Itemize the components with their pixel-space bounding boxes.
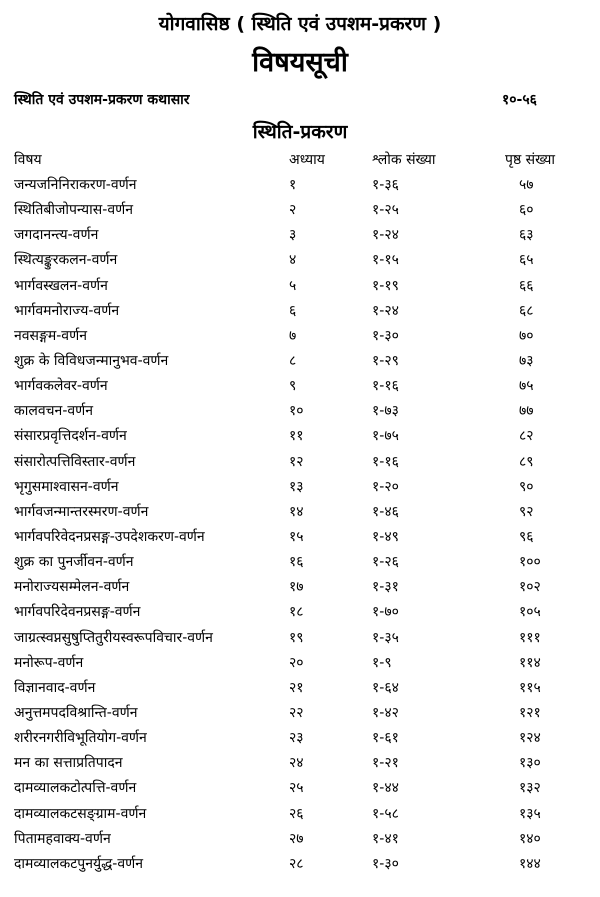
row-chapter: २ [289,202,297,219]
table-row [0,376,600,401]
row-page: ७० [519,327,534,344]
table-row [0,175,600,200]
row-shlokas: १-१६ [372,378,399,395]
row-page: ८२ [519,428,534,445]
table-row [0,778,600,803]
row-page: १११ [519,629,541,646]
row-chapter: १२ [289,453,304,470]
row-chapter: २६ [289,805,304,822]
table-row [0,452,600,477]
row-page: १४० [519,830,541,847]
row-page: १३० [519,755,541,772]
row-subject: भृगुसमाश्वासन-वर्णन [14,478,119,495]
table-row [0,477,600,502]
row-subject: संसारोत्पत्तिविस्तार-वर्णन [14,453,136,470]
row-shlokas: १-१९ [372,277,399,294]
row-shlokas: १-५८ [372,805,399,822]
row-chapter: २० [289,654,304,671]
row-subject: विज्ञानवाद-वर्णन [14,679,96,696]
row-subject: दामव्यालकटपुनर्युद्ध-वर्णन [14,855,144,872]
row-shlokas: १-२० [372,478,399,495]
row-subject: जगदानन्त्य-वर्णन [14,227,99,244]
table-row [0,401,600,426]
table-row [0,854,600,879]
row-subject: मनोराज्यसम्मेलन-वर्णन [14,579,130,596]
row-chapter: १८ [289,604,304,621]
row-page: ७५ [519,378,534,395]
row-shlokas: १-२४ [372,227,399,244]
row-shlokas: १-३० [372,327,399,344]
row-shlokas: १-१५ [372,252,399,269]
row-page: ६० [519,202,534,219]
table-row [0,552,600,577]
row-shlokas: १-१६ [372,453,399,470]
row-shlokas: १-४४ [372,780,399,797]
row-page: ११५ [519,679,541,696]
section-title: स्थिति-प्रकरण [252,121,348,143]
row-page: १२१ [519,704,541,721]
row-shlokas: १-३१ [372,579,399,596]
row-shlokas: १-७५ [372,428,399,445]
row-subject: संसारप्रवृत्तिदर्शन-वर्णन [14,428,127,445]
row-subject: शरीरनगरीविभूतियोग-वर्णन [14,730,147,747]
row-subject: स्थितिबीजोपन्यास-वर्णन [14,202,133,219]
row-subject: अनुत्तमपदविश्रान्ति-वर्णन [14,704,138,721]
row-page: १०० [519,554,541,571]
summary-row [14,90,562,109]
table-row [0,326,600,351]
table-row [0,703,600,728]
column-header-subject: विषय [14,152,42,168]
row-shlokas: १-२५ [372,202,399,219]
row-subject: भार्गवमनोराज्य-वर्णन [14,302,120,319]
row-page: १३५ [519,805,541,822]
table-row [0,225,600,250]
row-subject: जन्यजनिनिराकरण-वर्णन [14,177,137,193]
table-row [0,351,600,376]
table-row [0,829,600,854]
row-chapter: २८ [289,855,304,872]
row-chapter: १४ [289,503,304,520]
row-chapter: ४ [289,252,297,269]
row-shlokas: १-३६ [372,177,399,193]
row-page: ११४ [519,654,541,671]
row-shlokas: १-४२ [372,704,399,721]
row-shlokas: १-४१ [372,830,399,847]
row-page: १०२ [519,579,541,596]
table-row [0,426,600,451]
row-subject: मनोरूप-वर्णन [14,654,84,671]
row-page: १३२ [519,780,541,797]
row-page: ५७ [519,177,534,193]
row-chapter: २४ [289,755,304,772]
row-chapter: ७ [289,327,297,344]
row-page: ६८ [519,302,534,319]
row-page: ६६ [519,277,534,294]
row-page: ६५ [519,252,534,269]
row-shlokas: १-९ [372,654,392,671]
row-chapter: ६ [289,302,297,319]
row-chapter: २३ [289,730,304,747]
row-chapter: ९ [289,378,297,395]
contents-table [0,175,600,879]
row-shlokas: १-६४ [372,679,399,696]
table-row [0,728,600,753]
row-chapter: १५ [289,528,304,545]
row-chapter: १३ [289,478,304,495]
table-row [0,653,600,678]
row-page: ९२ [519,503,534,520]
row-subject: शुक्र के विविधजन्मानुभव-वर्णन [14,352,169,369]
table-row [0,200,600,225]
table-row [0,276,600,301]
row-page: ९० [519,478,534,495]
row-subject: भार्गवपरिदेवनप्रसङ्ग-वर्णन [14,604,141,621]
page-title: विषयसूची [252,47,348,78]
row-page: ७३ [519,352,534,369]
row-shlokas: १-३० [372,855,399,872]
row-chapter: १७ [289,579,304,596]
row-shlokas: १-४९ [372,528,399,545]
row-shlokas: १-७३ [372,403,399,420]
row-shlokas: १-२६ [372,554,399,571]
row-chapter: ८ [289,352,297,369]
row-subject: भार्गवकलेवर-वर्णन [14,378,108,395]
table-row [0,577,600,602]
row-shlokas: १-२९ [372,352,399,369]
row-chapter: २७ [289,830,304,847]
row-subject: पितामहवाक्य-वर्णन [14,830,111,847]
row-subject: स्थित्यङ्कुरकलन-वर्णन [14,252,118,269]
row-page: ७७ [519,403,534,420]
row-subject: नवसङ्गम-वर्णन [14,327,87,344]
row-chapter: १९ [289,629,304,646]
row-chapter: २१ [289,679,304,696]
row-chapter: ११ [289,428,304,445]
row-shlokas: १-६१ [372,730,399,747]
summary-label: स्थिति एवं उपशम-प्रकरण कथासार [14,92,190,108]
row-page: १४४ [519,855,541,872]
column-header-shlokas: श्लोक संख्या [372,152,436,168]
row-subject: भार्गवपरिवेदनप्रसङ्ग-उपदेशकरण-वर्णन [14,528,205,545]
table-row [0,804,600,829]
row-chapter: १६ [289,554,304,571]
table-row [0,301,600,326]
row-shlokas: १-३५ [372,629,399,646]
row-chapter: २२ [289,704,304,721]
row-shlokas: १-४६ [372,503,399,520]
column-header-page: पृष्ठ संख्या [505,152,556,168]
row-page: ८९ [519,453,534,470]
row-subject: दामव्यालकटसङ्ग्राम-वर्णन [14,805,147,822]
row-page: ६३ [519,227,534,244]
row-page: १०५ [519,604,541,621]
row-chapter: २५ [289,780,304,797]
row-subject: दामव्यालकटोत्पत्ति-वर्णन [14,780,137,797]
table-row [0,502,600,527]
row-subject: भार्गवजन्मान्तरस्मरण-वर्णन [14,503,149,520]
table-row [0,628,600,653]
row-page: १२४ [519,730,541,747]
row-chapter: ५ [289,277,297,294]
column-header-row [0,150,600,170]
table-row [0,250,600,275]
row-subject: जाग्रत्स्वप्नसुषुप्तितुरीयस्वरूपविचार-वर्णन [14,629,213,646]
book-header: योगवासिष्ठ ( स्थिति एवं उपशम-प्रकरण ) [158,13,442,35]
summary-pages: १०-५६ [502,92,537,108]
row-shlokas: १-२१ [372,755,399,772]
row-chapter: १० [289,403,304,420]
row-subject: कालवचन-वर्णन [14,403,94,420]
row-shlokas: १-२४ [372,302,399,319]
row-shlokas: १-७० [372,604,399,621]
row-chapter: १ [289,177,297,193]
row-page: ९६ [519,528,534,545]
row-chapter: ३ [289,227,297,244]
table-row [0,527,600,552]
row-subject: भार्गवस्खलन-वर्णन [14,277,108,294]
column-header-chapter: अध्याय [289,152,325,168]
table-row [0,678,600,703]
row-subject: मन का सत्ताप्रतिपादन [14,755,123,772]
table-row [0,753,600,778]
table-row [0,602,600,627]
row-subject: शुक्र का पुनर्जीवन-वर्णन [14,554,134,571]
